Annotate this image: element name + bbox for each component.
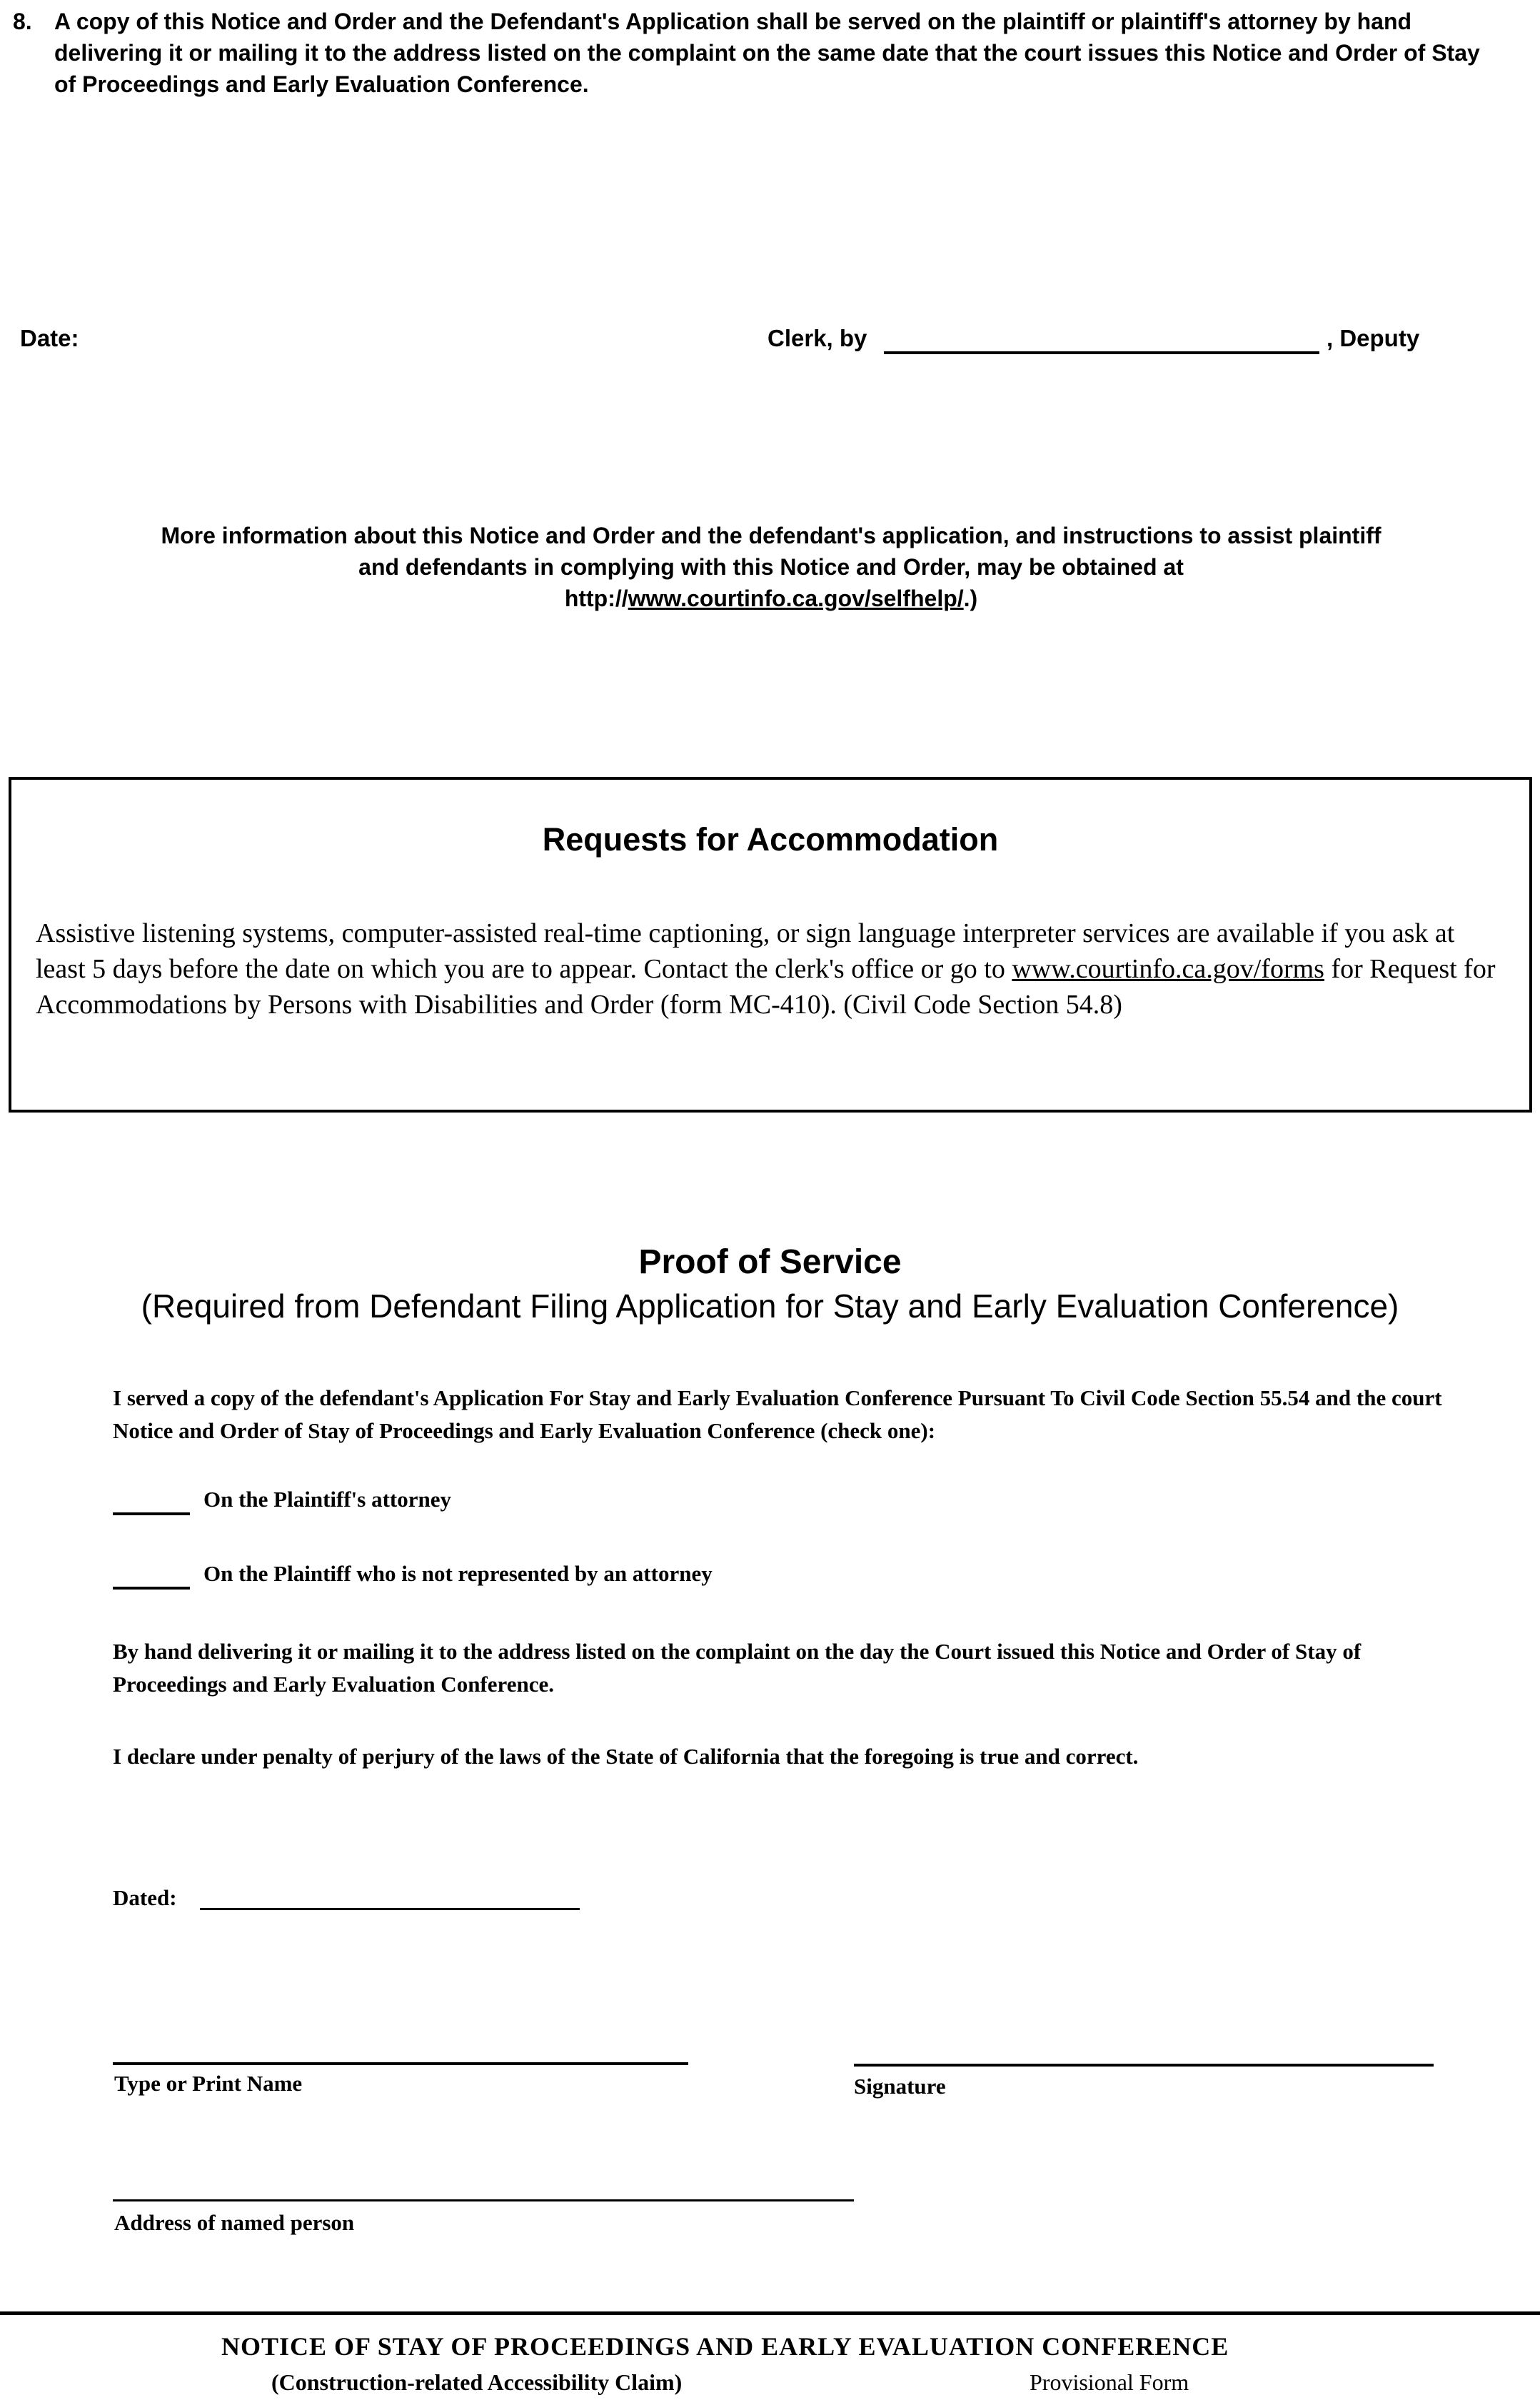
plaintiff-unrepresented-check-blank[interactable]: [113, 1587, 190, 1590]
deputy-label: , Deputy: [1327, 325, 1420, 351]
proof-of-service-intro: I served a copy of the defendant's Application For Stay and Early Evaluation Conference Pursuant To Civil Code Section 55.54 and the court Notice and Order of Stay of Proceedings and Early Evaluation Conference (check one):: [113, 1385, 1442, 1443]
date-label: Date:: [20, 325, 79, 351]
signature-label: Signature: [854, 2074, 946, 2099]
item-8-text: A copy of this Notice and Order and the Defendant's Application shall be served on the plaintiff or plaintiff's attorney by hand delivering it or mailing it to the address listed on the complaint on the same date that the court issues this Notice and Order of Stay of Proceedings and Early Evaluation Conference.: [54, 9, 1480, 97]
plaintiff-attorney-option: On the Plaintiff's attorney: [203, 1487, 451, 1512]
forms-link[interactable]: www.courtinfo.ca.gov/forms: [1012, 954, 1324, 984]
accommodation-title: Requests for Accommodation: [542, 821, 999, 858]
address-label: Address of named person: [114, 2210, 355, 2235]
signature-field-line[interactable]: [854, 2064, 1434, 2067]
address-field-line[interactable]: [113, 2199, 854, 2201]
clerk-signature-line[interactable]: [884, 351, 1319, 354]
item-number: 8.: [13, 9, 32, 34]
perjury-declaration: I declare under penalty of perjury of the laws of the State of California that the foregoing is true and correct.: [113, 1744, 1139, 1769]
dated-field-line[interactable]: [200, 1908, 580, 1910]
proof-of-service-title: Proof of Service: [638, 1243, 902, 1281]
accommodation-text-before: Assistive listening systems, computer-assisted real-time captioning, or sign language interpreter services are available if you ask at least 5 days before the date on which you are to appear. Contact the clerk's office or go to: [36, 918, 1455, 984]
dated-label: Dated:: [113, 1885, 177, 1910]
footer-form-subtitle: (Construction-related Accessibility Claim): [271, 2369, 683, 2395]
proof-of-service-subtitle: (Required from Defendant Filing Application for Stay and Early Evaluation Conference): [141, 1287, 1399, 1325]
plaintiff-attorney-check-blank[interactable]: [113, 1512, 190, 1515]
clerk-label: Clerk, by: [768, 325, 867, 351]
footer-form-title: NOTICE OF STAY OF PROCEEDINGS AND EARLY EVALUATION CONFERENCE: [221, 2332, 1229, 2361]
more-info-paragraph: [143, 520, 1399, 614]
url-prefix: http://: [564, 586, 628, 611]
selfhelp-link[interactable]: www.courtinfo.ca.gov/selfhelp/: [628, 586, 964, 611]
delivery-statement: By hand delivering it or mailing it to the address listed on the complaint on the day the Court issued this Notice and Order of Stay of Proceedings and Early Evaluation Conference.: [113, 1639, 1362, 1697]
accommodation-text: [36, 915, 1506, 1023]
accommodation-text-after: for Request for Accommodations by Persons with Disabilities and Order (form MC-410). (Civil Code Section 54.8): [36, 954, 1496, 1020]
plaintiff-unrepresented-option: On the Plaintiff who is not represented by an attorney: [203, 1561, 713, 1586]
url-suffix: .): [963, 586, 978, 611]
footer-divider: [0, 2311, 1540, 2315]
provisional-form-label: Provisional Form: [1030, 2369, 1189, 2395]
more-info-text: More information about this Notice and Order and the defendant's application, and instructions to assist plaintiff and defendants in complying with this Notice and Order, may be obtained at: [161, 523, 1382, 580]
print-name-field-line[interactable]: [113, 2062, 688, 2065]
print-name-label: Type or Print Name: [114, 2071, 303, 2096]
